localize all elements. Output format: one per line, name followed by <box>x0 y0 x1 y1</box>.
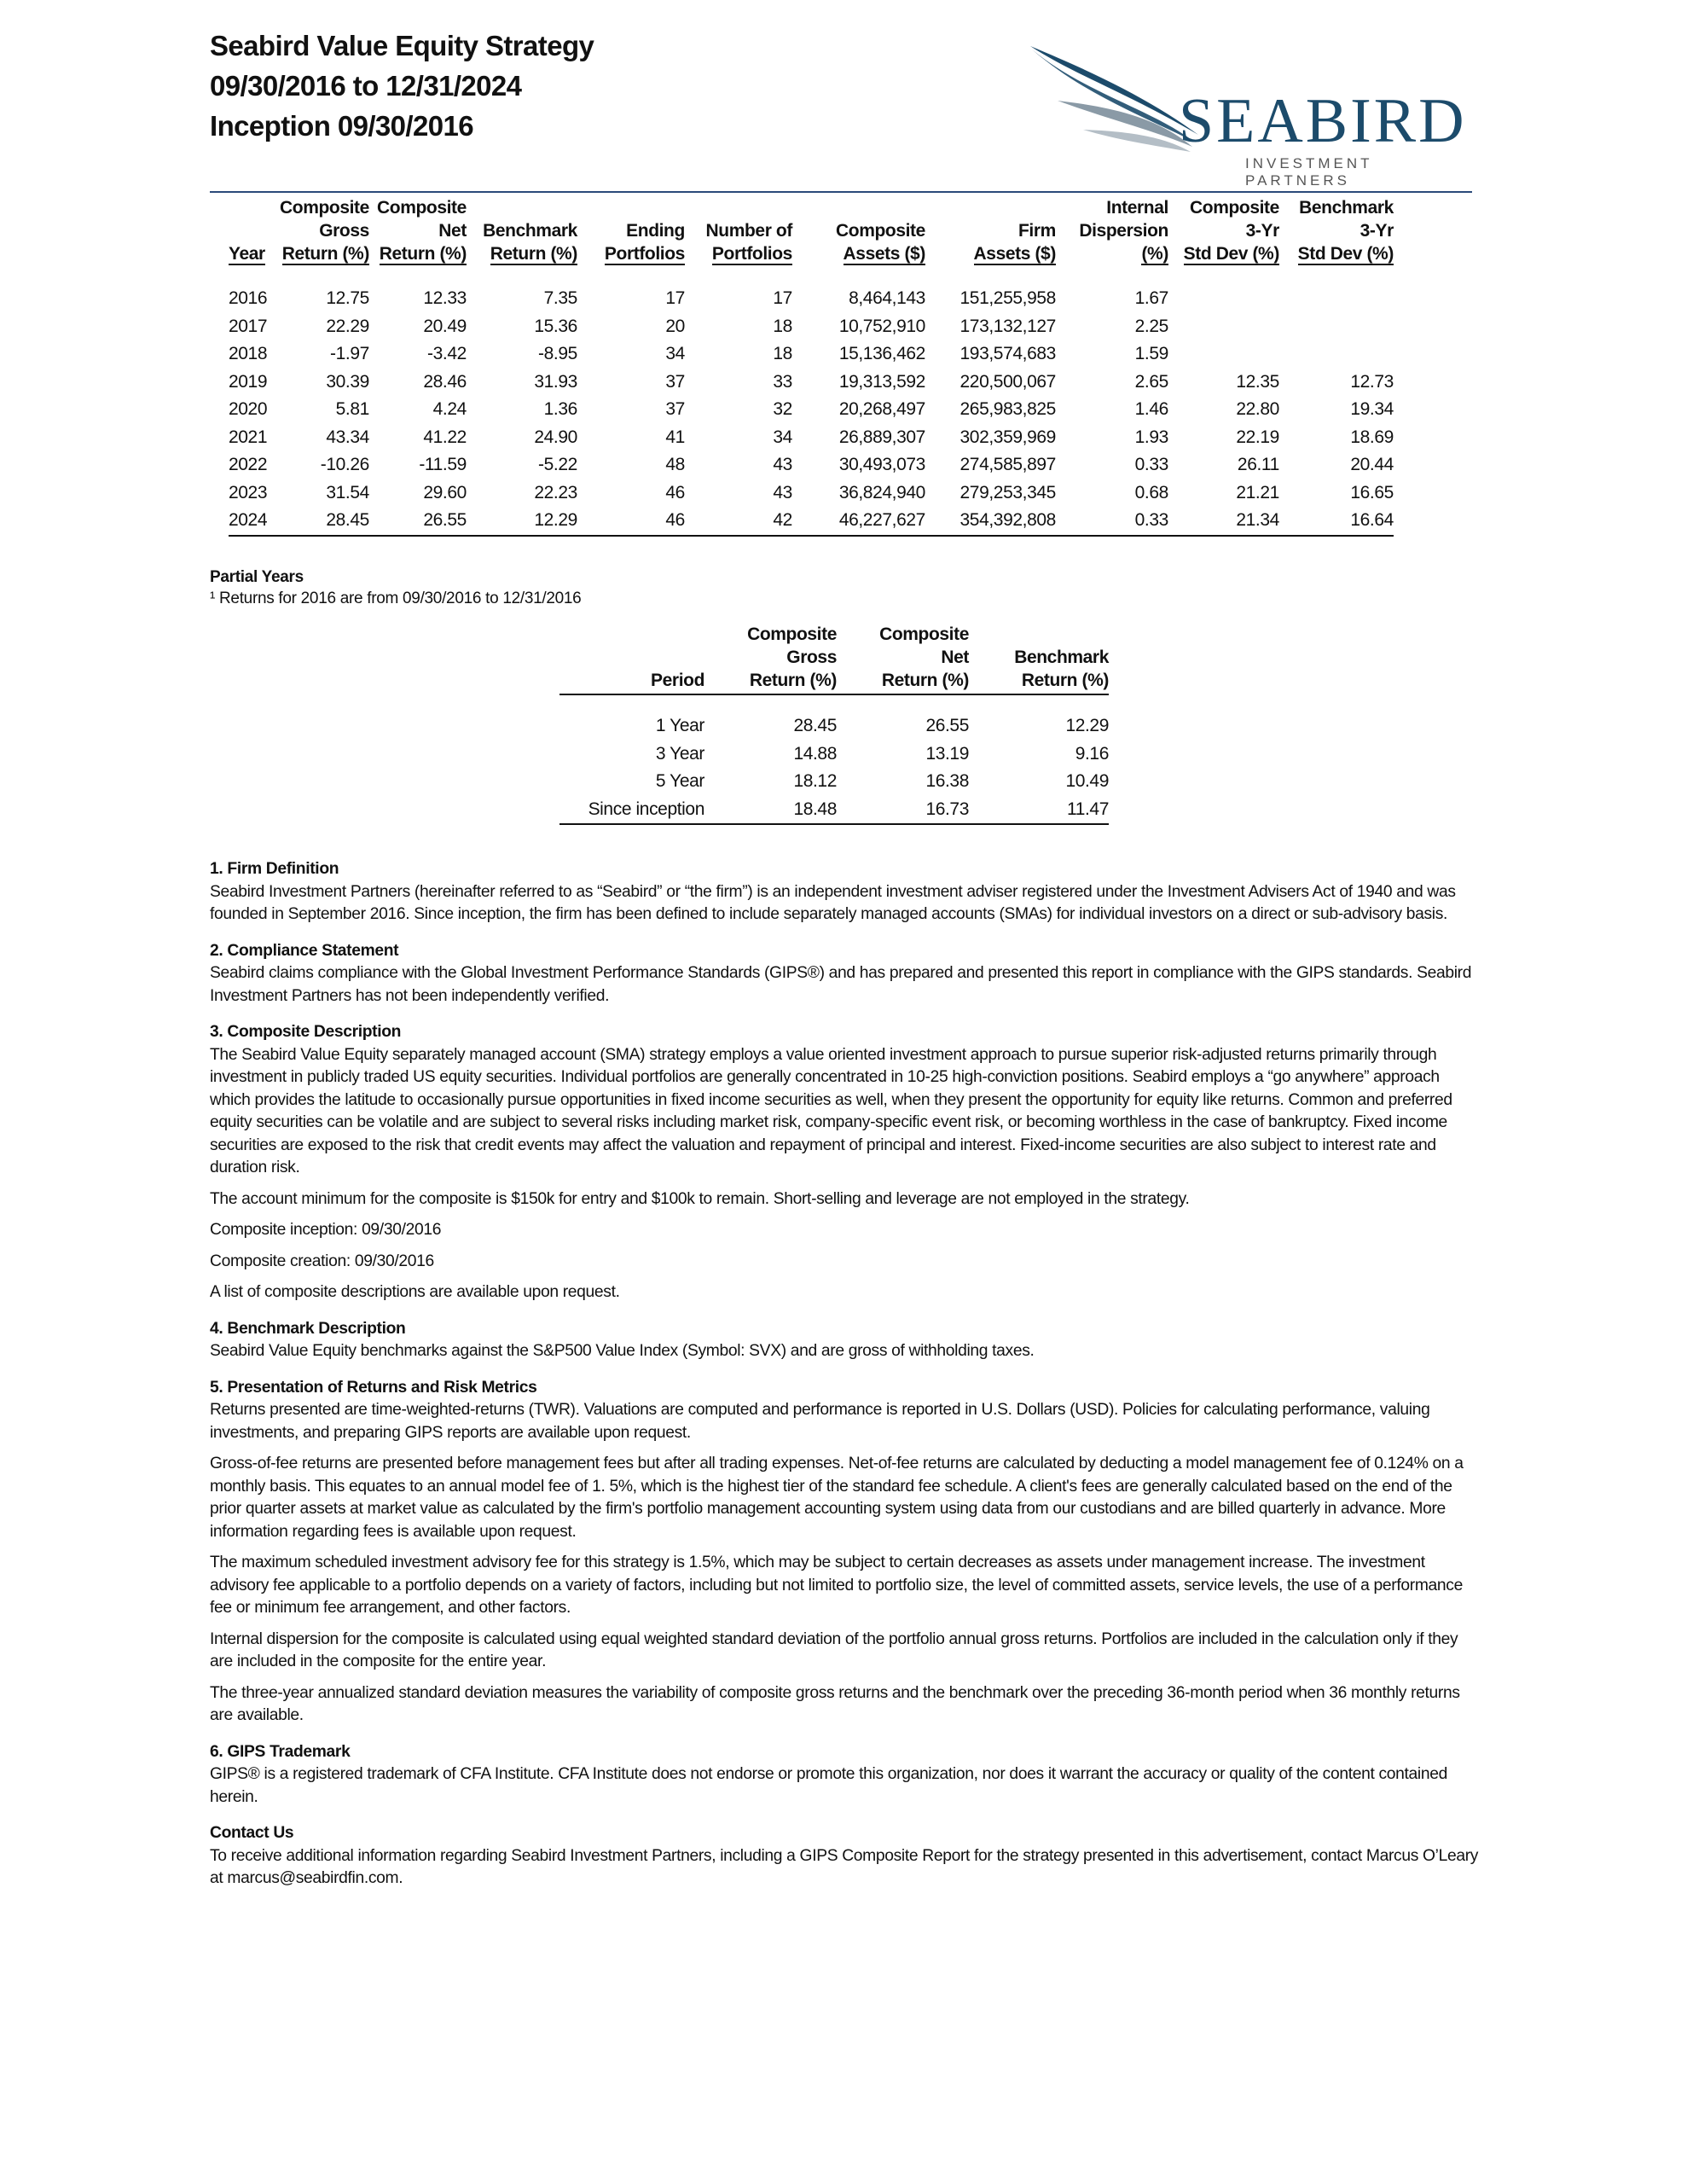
partial-years-heading: Partial Years <box>210 568 304 586</box>
table-cell: 1.36 <box>543 399 577 419</box>
table-cell: 46 <box>577 507 685 536</box>
table-cell <box>1279 285 1394 313</box>
table-cell: 193,574,683 <box>959 344 1056 363</box>
table-cell: 36,824,940 <box>838 482 925 502</box>
table-cell: 43 <box>773 455 792 474</box>
table-cell: 265,983,825 <box>959 399 1056 419</box>
table-cell: 29.60 <box>423 482 467 502</box>
section-paragraph: A list of composite descriptions are available upon request. <box>210 1283 620 1301</box>
table-cell: 7.35 <box>543 288 577 308</box>
annualized-header-row <box>559 623 1109 694</box>
table-cell: 26.11 <box>1237 455 1279 474</box>
section-paragraph: The Seabird Value Equity separately managed account (SMA) strategy employs a value oriented investment approach to pursue superior risk-adjusted returns primarily through investment in publicly traded US equity securities. Individual portfolios are generally concentrated in 10-25 high-conviction positions. Seabird employs a “go anywhere” approach which provides the latitude to occasionally pursue opportunities in fixed income securities as well, when they present the opportunity for equity like returns. Common and preferred equity securities can be volatile and are subject to several risks including market risk, company-specific event risk, or becoming worthless in the case of bankruptcy. Fixed income securities are exposed to the risk that credit events may affect the valuation and repayment of principal and interest. Fixed-income securities are also subject to interest rate and duration risk. <box>210 1045 1452 1176</box>
table-cell: 18.69 <box>1350 427 1394 447</box>
table-cell: 34 <box>665 344 685 363</box>
col-header-gross-return: Composite Gross Return (%) <box>280 198 369 264</box>
table-cell: 31.93 <box>534 371 577 392</box>
disclosure-section <box>210 1318 1481 1363</box>
table-cell: -3.42 <box>427 344 467 363</box>
table-cell: 2017 <box>229 316 268 336</box>
table-cell: 28.46 <box>423 371 467 392</box>
table-cell: 46,227,627 <box>792 507 925 536</box>
table-cell: 33 <box>773 371 792 392</box>
table-cell: 2.25 <box>1134 316 1168 336</box>
table-cell: 16.38 <box>925 771 969 791</box>
table-cell: 151,255,958 <box>959 288 1056 308</box>
date-range: 09/30/2016 to 12/31/2024 <box>210 70 522 102</box>
table-cell: 17 <box>665 288 685 308</box>
table-row <box>229 424 1394 452</box>
table-row <box>229 507 1394 536</box>
section-paragraph: Composite inception: 09/30/2016 <box>210 1221 442 1239</box>
table-cell: 1.67 <box>1134 288 1168 308</box>
report-header <box>210 26 594 146</box>
table-cell: 43 <box>773 482 792 502</box>
table-cell: 2023 <box>229 482 268 502</box>
table-row <box>559 796 1109 825</box>
section-paragraph: The account minimum for the composite is $150k for entry and $100k to remain. Short-selling and leverage are not employed in the strategy. <box>210 1189 1190 1208</box>
table-cell: 1.59 <box>1134 344 1168 363</box>
table-cell: 19,313,592 <box>838 371 925 392</box>
table-row <box>229 396 1394 424</box>
header-divider <box>210 191 1472 193</box>
disclosure-section <box>210 940 1481 1008</box>
table-cell: 12.33 <box>423 288 467 308</box>
table-row <box>559 741 1109 769</box>
table-cell: 43.34 <box>326 427 369 447</box>
table-cell: 30.39 <box>326 371 369 392</box>
table-row <box>559 768 1109 796</box>
table-cell: 2020 <box>229 399 268 419</box>
table-cell: 12.73 <box>1350 371 1394 392</box>
table-cell: 12.29 <box>1065 716 1109 735</box>
table-cell: 1.93 <box>1134 427 1168 447</box>
table-row <box>559 712 1109 741</box>
table-cell: 37 <box>665 399 685 419</box>
section-paragraph: Returns presented are time-weighted-returns (TWR). Valuations are computed and performance is reported in U.S. Dollars (USD). Policies for calculating performance, valuing investments, and preparing GIPS reports are available upon request. <box>210 1401 1430 1442</box>
table-cell: 31.54 <box>326 482 369 502</box>
disclosure-section <box>210 1822 1481 1891</box>
section-paragraph: Seabird Value Equity benchmarks against the S&P500 Value Index (Symbol: SVX) and are gross of withholding taxes. <box>210 1342 1035 1360</box>
col-header-firm-assets: Firm Assets ($) <box>973 221 1056 264</box>
table-cell: 24.90 <box>534 427 577 447</box>
table-cell: 18 <box>773 344 792 363</box>
table-cell: 41.22 <box>423 427 467 447</box>
table-cell: 2.65 <box>1134 371 1168 392</box>
col-header-composite-std-dev: Composite 3-Yr Std Dev (%) <box>1183 198 1279 264</box>
table-cell: 3 Year <box>655 743 704 764</box>
col-header-internal-dispersion: Internal Dispersion (%) <box>1079 198 1168 264</box>
table-cell: 26.55 <box>369 507 467 536</box>
logo-subtitle: INVESTMENT PARTNERS <box>1245 155 1373 189</box>
table-cell: 0.33 <box>1134 455 1168 474</box>
table-cell: 28.45 <box>793 716 837 735</box>
table-cell: 16.73 <box>837 796 969 825</box>
table-cell: 18.12 <box>793 771 837 791</box>
table-cell: 274,585,897 <box>959 455 1056 474</box>
table-cell <box>1168 313 1279 341</box>
table-cell: 19.34 <box>1350 399 1394 419</box>
table-cell: 17 <box>773 288 792 308</box>
table-cell <box>1279 313 1394 341</box>
table-cell: 20.49 <box>423 316 467 336</box>
table-cell: -5.22 <box>538 455 577 474</box>
table-cell: 354,392,808 <box>925 507 1056 536</box>
disclosure-notes <box>210 858 1481 1904</box>
table-cell: 22.80 <box>1236 399 1279 419</box>
table-cell: 2016 <box>229 288 268 308</box>
table-cell: -11.59 <box>419 455 467 474</box>
table-cell: 41 <box>665 427 685 447</box>
table-cell: 10,752,910 <box>838 316 925 336</box>
table-cell: 22.29 <box>326 316 369 336</box>
table-cell: 18 <box>773 316 792 336</box>
col-header-ending-portfolios: Ending Portfolios <box>604 221 685 264</box>
table-cell: 4.24 <box>432 399 467 419</box>
table-cell: 2024 <box>229 507 280 536</box>
table-cell: 20 <box>665 316 685 336</box>
table-cell: 21.34 <box>1168 507 1279 536</box>
table-cell <box>1168 285 1279 313</box>
table-row <box>229 479 1394 508</box>
col-header-benchmark-std-dev: Benchmark 3-Yr Std Dev (%) <box>1297 198 1394 264</box>
section-paragraph: To receive additional information regarding Seabird Investment Partners, including a GIPS Composite Report for the strategy presented in this advertisement, contact Marcus O’Leary at marcus@seabirdfin.com. <box>210 1846 1479 1887</box>
table-cell: 8,464,143 <box>849 288 925 308</box>
performance-header-row <box>229 196 1394 267</box>
table-cell: 9.16 <box>1075 743 1109 764</box>
table-row <box>229 313 1394 341</box>
disclosure-section <box>210 1021 1481 1304</box>
annualized-returns-table <box>559 623 1109 825</box>
seabird-logo <box>1023 41 1467 189</box>
inception-date: Inception 09/30/2016 <box>210 110 473 142</box>
section-paragraph: Gross-of-fee returns are presented before management fees but after all trading expenses. Net-of-fee returns are calculated by deducting a model management fee of 0.124% on a monthly basis. This equates to an annual model fee of 1. 5%, which is the highest tier of the standard fee schedule. A client's fees are generally calculated based on the end of the prior quarter assets at market value as calculated by the firm's portfolio management accounting system using data from our custodians and are billed quarterly in advance. More information regarding fees is available upon request. <box>210 1455 1464 1541</box>
col-header-ann-gross: Composite Gross Return (%) <box>704 623 837 694</box>
table-row <box>229 451 1394 479</box>
table-cell: 20.44 <box>1350 455 1394 474</box>
table-cell <box>1168 340 1279 369</box>
section-heading: 1. Firm Definition <box>210 860 339 878</box>
table-cell: Since inception <box>559 796 704 825</box>
table-cell: 21.21 <box>1236 482 1279 502</box>
section-paragraph: The maximum scheduled investment advisory fee for this strategy is 1.5%, which may be subject to certain decreases as assets under management increase. The investment advisory fee applicable to a portfolio depends on a variety of factors, including but not limited to portfolio size, the level of committed assets, service levels, the use of a performance fee or minimum fee arrangement, and other factors. <box>210 1554 1463 1617</box>
table-cell: 0.68 <box>1134 482 1168 502</box>
section-heading: 4. Benchmark Description <box>210 1319 406 1338</box>
col-header-ann-benchmark: Benchmark Return (%) <box>969 623 1109 694</box>
table-cell <box>1279 340 1394 369</box>
section-heading: 3. Composite Description <box>210 1023 402 1041</box>
table-cell: -1.97 <box>330 344 369 363</box>
col-header-composite-assets: Composite Assets ($) <box>836 221 925 264</box>
table-cell: 11.47 <box>969 796 1109 825</box>
table-cell: 42 <box>685 507 792 536</box>
disclosure-section <box>210 858 1481 926</box>
col-header-ann-net: Composite Net Return (%) <box>837 623 969 694</box>
table-cell: 37 <box>665 371 685 392</box>
table-row <box>229 340 1394 369</box>
performance-table <box>229 196 1394 537</box>
section-paragraph: Seabird Investment Partners (hereinafter referred to as “Seabird” or “the firm”) is an independent investment adviser registered under the Investment Advisers Act of 1940 and was founded in September 2016. Since inception, the firm has been defined to include separately managed accounts (SMAs) for individual investors on a direct or sub-advisory basis. <box>210 882 1456 923</box>
table-cell: 173,132,127 <box>959 316 1056 336</box>
table-cell: 34 <box>773 427 792 447</box>
table-cell: 5.81 <box>335 399 369 419</box>
table-cell: 26.55 <box>925 716 969 735</box>
table-cell: 30,493,073 <box>838 455 925 474</box>
table-cell: 13.19 <box>925 743 969 764</box>
section-paragraph: Composite creation: 09/30/2016 <box>210 1252 434 1270</box>
section-paragraph: GIPS® is a registered trademark of CFA Institute. CFA Institute does not endorse or promote this organization, nor does it warrant the accuracy or quality of the content contained herein. <box>210 1765 1447 1806</box>
table-cell: 302,359,969 <box>959 427 1056 447</box>
section-paragraph: Seabird claims compliance with the Global Investment Performance Standards (GIPS®) and has prepared and presented this report in compliance with the GIPS standards. Seabird Investment Partners has not been independently verified. <box>210 964 1472 1005</box>
table-cell: 22.23 <box>534 482 577 502</box>
col-header-benchmark-return: Benchmark Return (%) <box>483 221 577 264</box>
col-header-number-of-portfolios: Number of Portfolios <box>705 221 792 264</box>
table-cell: 2022 <box>229 455 268 474</box>
table-cell: 10.49 <box>1065 771 1109 791</box>
table-cell: 28.45 <box>280 507 369 536</box>
section-heading: Contact Us <box>210 1824 294 1842</box>
table-cell: 1 Year <box>655 716 704 735</box>
table-row <box>229 369 1394 397</box>
section-paragraph: The three-year annualized standard deviation measures the variability of composite gross returns and the benchmark over the preceding 36-month period when 36 monthly returns are available. <box>210 1683 1460 1724</box>
table-cell: 26,889,307 <box>838 427 925 447</box>
section-heading: 2. Compliance Statement <box>210 941 399 960</box>
table-cell: 18.48 <box>704 796 837 825</box>
table-cell: 1.46 <box>1134 399 1168 419</box>
table-cell: 12.35 <box>1236 371 1279 392</box>
table-cell: 2019 <box>229 371 268 392</box>
table-cell: -10.26 <box>320 455 369 474</box>
table-cell: 15,136,462 <box>838 344 925 363</box>
table-cell: 12.75 <box>326 288 369 308</box>
section-heading: 5. Presentation of Returns and Risk Metrics <box>210 1378 537 1397</box>
table-cell: 15.36 <box>534 316 577 336</box>
table-cell: 2021 <box>229 427 268 447</box>
performance-table-body <box>229 267 1394 536</box>
section-heading: 6. GIPS Trademark <box>210 1742 351 1761</box>
table-cell: 220,500,067 <box>959 371 1056 392</box>
table-cell: 20,268,497 <box>838 399 925 419</box>
annualized-table-body <box>559 694 1109 824</box>
col-header-net-return: Composite Net Return (%) <box>377 198 467 264</box>
col-header-period: Period <box>559 623 704 694</box>
table-cell: 48 <box>665 455 685 474</box>
disclosure-section <box>210 1741 1481 1809</box>
table-cell: 5 Year <box>655 771 704 791</box>
table-cell: 12.29 <box>467 507 577 536</box>
table-cell: 16.64 <box>1279 507 1394 536</box>
table-cell: 22.19 <box>1236 427 1279 447</box>
table-cell: -8.95 <box>538 344 577 363</box>
table-cell: 14.88 <box>793 743 837 764</box>
table-row <box>229 285 1394 313</box>
partial-years-note <box>210 566 581 609</box>
strategy-title: Seabird Value Equity Strategy <box>210 30 594 61</box>
table-cell: 0.33 <box>1056 507 1168 536</box>
table-cell: 46 <box>665 482 685 502</box>
table-cell: 279,253,345 <box>959 482 1056 502</box>
table-cell: 2018 <box>229 344 268 363</box>
partial-years-text: ¹ Returns for 2016 are from 09/30/2016 to 12/31/2016 <box>210 590 582 607</box>
logo-brand-text: SEABIRD <box>1179 86 1467 156</box>
section-paragraph: Internal dispersion for the composite is calculated using equal weighted standard deviation of the portfolio annual gross returns. Portfolios are included in the calculation only if they are included in the composite for the entire year. <box>210 1629 1458 1670</box>
table-cell: 16.65 <box>1350 482 1394 502</box>
disclosure-section <box>210 1377 1481 1728</box>
table-cell: 32 <box>773 399 792 419</box>
col-header-year: Year <box>229 244 265 264</box>
